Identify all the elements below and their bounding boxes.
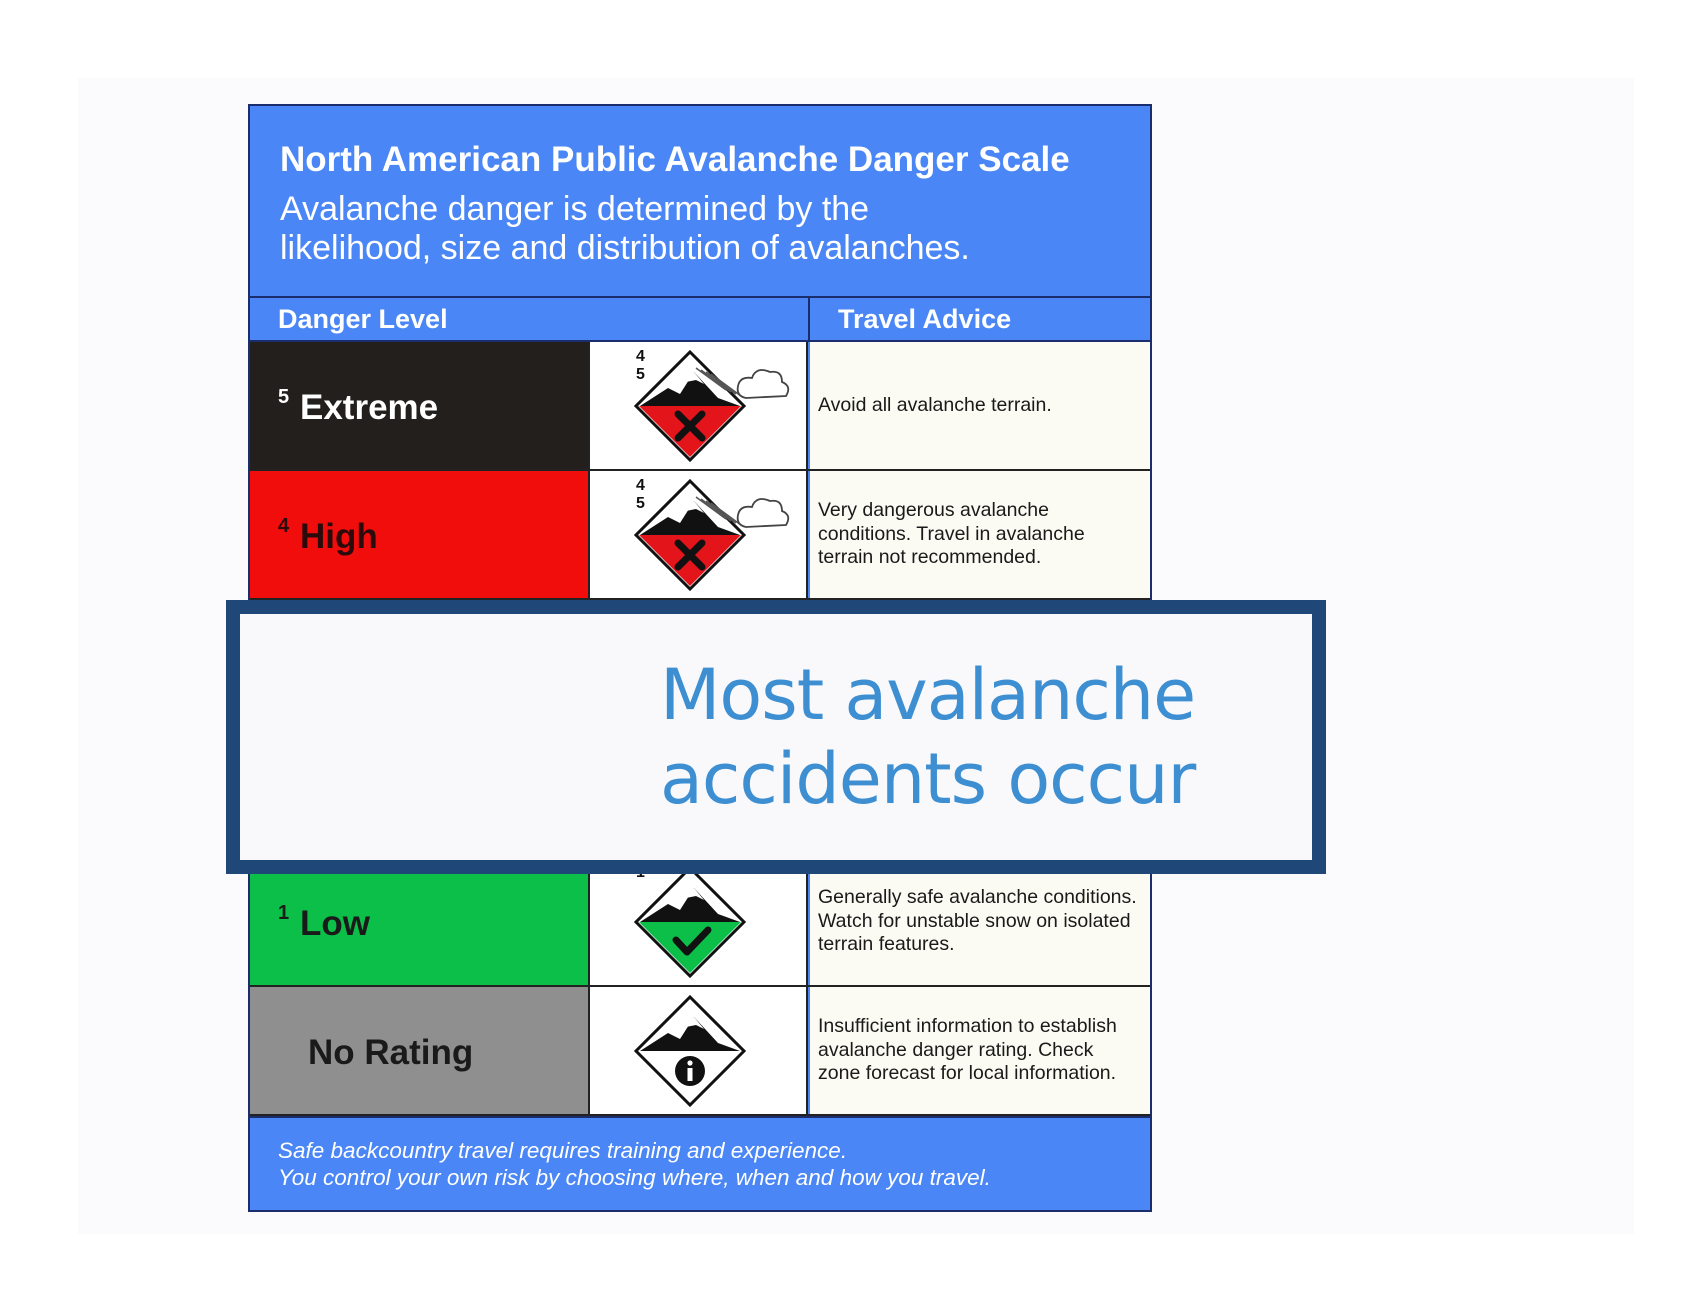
high-danger-icon [590, 471, 806, 598]
icon-level-numbers: 4 5 [636, 477, 645, 512]
card-footer [250, 1116, 1150, 1210]
danger-level-name: Extreme [300, 388, 439, 427]
danger-level-cell [250, 987, 590, 1114]
danger-row [250, 471, 1150, 600]
danger-icon-cell [590, 471, 808, 598]
card-title: North American Public Avalanche Danger Scale [280, 140, 1070, 179]
low-danger-icon [590, 858, 806, 985]
travel-advice-text: Insufficient information to establish avalanche danger rating. Check zone forecast for local information. [810, 987, 1150, 1114]
card-subtitle [280, 190, 1120, 268]
callout-line: accidents occur [660, 738, 1196, 820]
travel-advice-header: Travel Advice [810, 296, 1150, 342]
travel-advice-text: Avoid all avalanche terrain. [810, 342, 1150, 469]
danger-row [250, 987, 1150, 1116]
footer-line: You control your own risk by choosing where, when and how you travel. [278, 1165, 991, 1190]
danger-level-name: No Rating [308, 1033, 474, 1072]
danger-row [250, 858, 1150, 987]
danger-row [250, 342, 1150, 471]
danger-icon-cell [590, 342, 808, 469]
danger-icon-cell [590, 858, 808, 985]
danger-level-cell [250, 858, 590, 985]
travel-advice-text: Generally safe avalanche conditions. Watch for unstable snow on isolated terrain features. [810, 858, 1150, 985]
danger-level-name: Low [300, 904, 370, 943]
danger-level-number: 1 [278, 902, 290, 924]
icon-level-numbers: 4 5 [636, 348, 645, 383]
extreme-danger-icon [590, 342, 806, 469]
travel-advice-text: Very dangerous avalanche conditions. Travel in avalanche terrain not recommended. [810, 471, 1150, 598]
danger-icon-cell [590, 987, 808, 1114]
danger-level-cell [250, 471, 590, 598]
danger-level-header: Danger Level [250, 296, 810, 342]
subtitle-line: Avalanche danger is determined by the [280, 190, 870, 228]
danger-level-name: High [300, 517, 378, 556]
danger-level-number: 5 [278, 386, 290, 408]
callout-line: Most avalanche [660, 654, 1196, 736]
footer-line: Safe backcountry travel requires training and experience. [278, 1138, 848, 1163]
danger-level-cell [250, 342, 590, 469]
danger-level-number: 4 [278, 515, 290, 537]
card-header [250, 106, 1150, 296]
subtitle-line: likelihood, size and distribution of avalanches. [280, 229, 970, 267]
no-rating-info-icon [590, 987, 806, 1114]
callout-box [226, 600, 1326, 874]
